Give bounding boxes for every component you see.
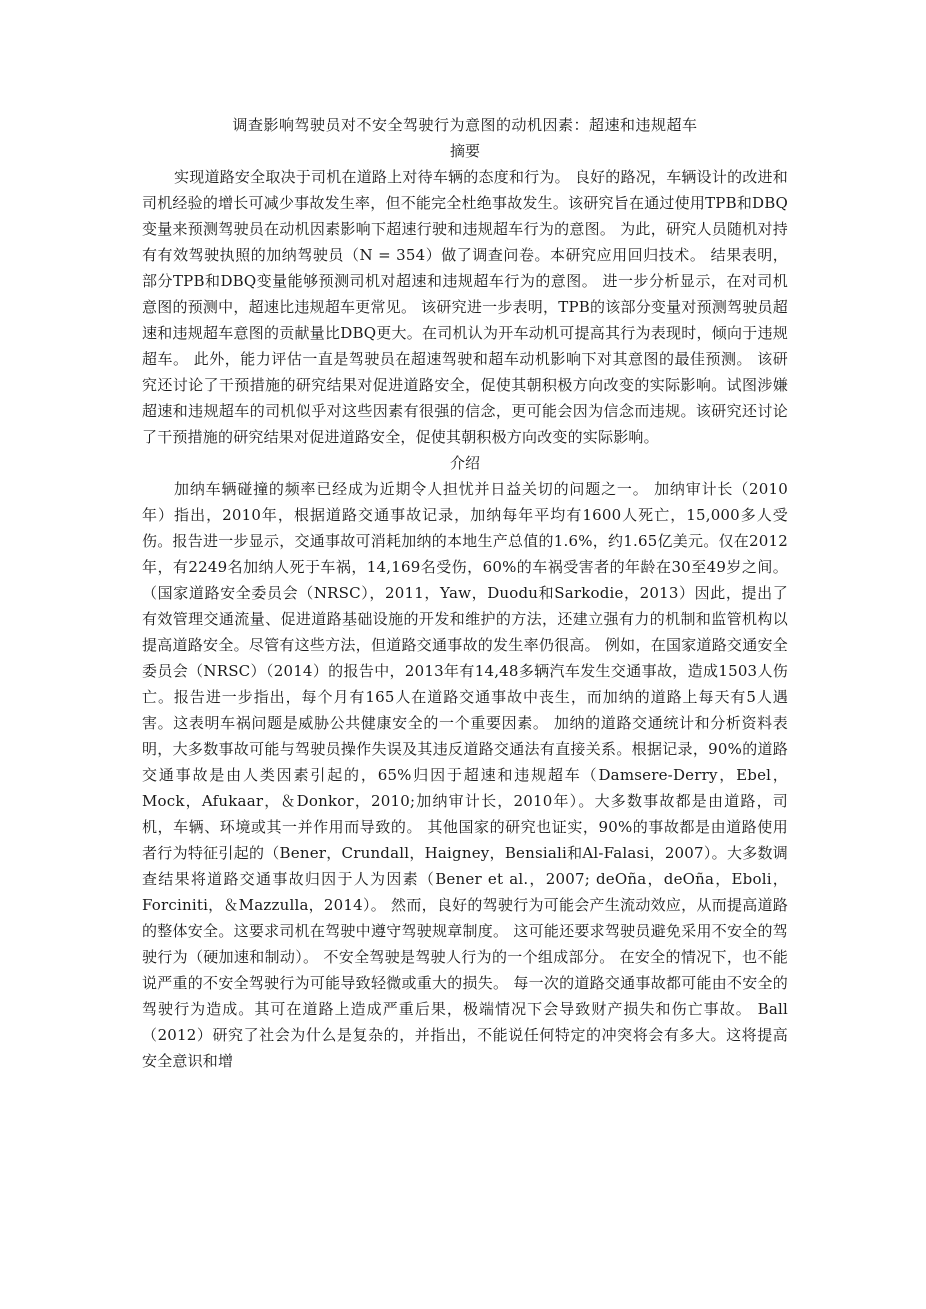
intro-heading: 介绍: [449, 454, 480, 472]
document-title: 调查影响驾驶员对不安全驾驶行为意图的动机因素：超速和违规超车: [232, 116, 698, 134]
intro-paragraph: 加纳车辆碰撞的频率已经成为近期令人担忧并日益关切的问题之一。 加纳审计长（2010年）指出，2010年，根据道路交通事故记录，加纳每年平均有1600人死亡，15,000多人受伤。报告进一步显示，交通事故可消耗加纳的本地生产总值的1.6%，约1.65亿美元。仅在2012年，有2249名加纳人死于车祸，14,169名受伤，60%的车祸受害者的年龄在30至49岁之间。（国家道路安全委员会（NRSC），2011，Yaw，Duodu和Sarkodie，2013）因此，提出了有效管理交通流量、促进道路基础设施的开发和维护的方法，还建立强有力的机制和监管机构以提高道路安全。尽管有这些方法，但道路交通事故的发生率仍很高。 例如，在国家道路交通安全委员会（NRSC）（2014）的报告中，2013年有14,48多辆汽车发生交通事故，造成1503人伤亡。报告进一步指出，每个月有165人在道路交通事故中丧生，而加纳的道路上每天有5人遇害。这表明车祸问题是威胁公共健康安全的一个重要因素。 加纳的道路交通统计和分析资料表明，大多数事故可能与驾驶员操作失误及其违反道路交通法有直接关系。根据记录，90%的道路交通事故是由人类因素引起的，65%归因于超速和违规超车（Damsere-Derry，Ebel，Mock，Afukaar，＆Donkor，2010;加纳审计长，2010年）。大多数事故都是由道路，司机，车辆、环境或其一并作用而导致的。 其他国家的研究也证实，90%的事故都是由道路使用者行为特征引起的（Bener，Crundall，Haigney，Bensiali和Al-Falasi，2007）。大多数调查结果将道路交通事故归因于人为因素（Bener et al.，2007; deOña，deOña，Eboli，Forciniti，＆Mazzulla，2014）。 然而，良好的驾驶行为可能会产生流动效应，从而提高道路的整体安全。这要求司机在驾驶中遵守驾驶规章制度。 这可能还要求驾驶员避免采用不安全的驾驶行为（硬加速和制动）。 不安全驾驶是驾驶人行为的一个组成部分。 在安全的情况下，也不能说严重的不安全驾驶行为可能导致轻微或重大的损失。 每一次的道路交通事故都可能由不安全的驾驶行为造成。其可在道路上造成严重后果，极端情况下会导致财产损失和伤亡事故。 Ball（2012）研究了社会为什么是复杂的，并指出，不能说任何特定的冲突将会有多大。这将提高安全意识和增: [142, 480, 788, 1070]
abstract-heading: 摘要: [449, 142, 480, 160]
abstract-paragraph: 实现道路安全取决于司机在道路上对待车辆的态度和行为。 良好的路况，车辆设计的改进和司机经验的增长可减少事故发生率，但不能完全杜绝事故发生。该研究旨在通过使用TPB和DBQ变量来预测驾驶员在动机因素影响下超速行驶和违规超车行为的意图。 为此，研究人员随机对持有有效驾驶执照的加纳驾驶员（N = 354）做了调查问卷。本研究应用回归技术。 结果表明，部分TPB和DBQ变量能够预测司机对超速和违规超车行为的意图。 进一步分析显示，在对司机意图的预测中，超速比违规超车更常见。 该研究进一步表明，TPB的该部分变量对预测驾驶员超速和违规超车意图的贡献量比DBQ更大。在司机认为开车动机可提高其行为表现时，倾向于违规超车。 此外，能力评估一直是驾驶员在超速驾驶和超车动机影响下对其意图的最佳预测。 该研究还讨论了干预措施的研究结果对促进道路安全，促使其朝积极方向改变的实际影响。试图涉嫌超速和违规超车的司机似乎对这些因素有很强的信念，更可能会因为信念而违规。该研究还讨论了干预措施的研究结果对促进道路安全，促使其朝积极方向改变的实际影响。: [142, 168, 788, 446]
document-page: [142, 112, 788, 1074]
